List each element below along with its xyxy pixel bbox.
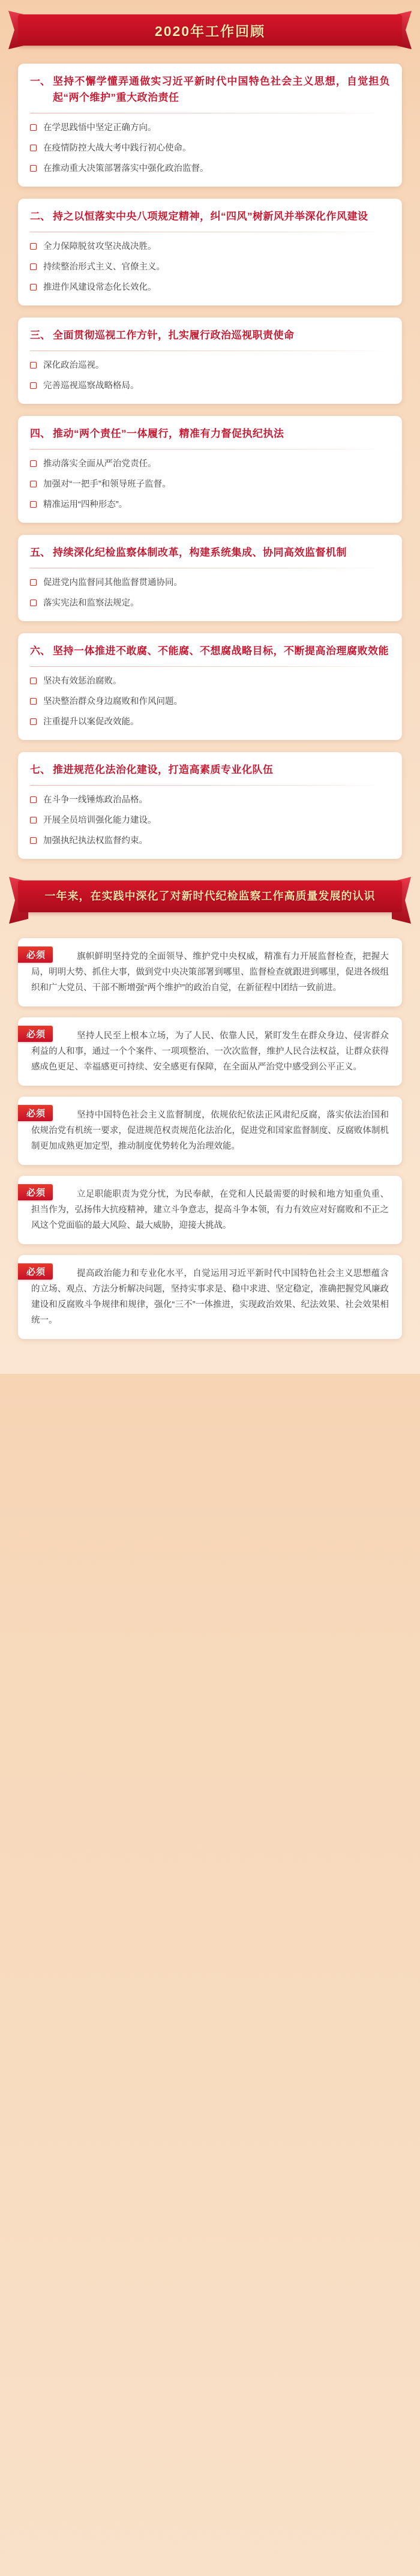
checkbox-square-icon — [30, 263, 37, 270]
section-point-list — [30, 576, 390, 610]
section-point-list — [30, 239, 390, 295]
list-item-label: 推进作风建设常态化长效化。 — [43, 283, 157, 292]
list-item — [30, 358, 390, 373]
must-text: 旗帜鲜明坚持党的全面领导、维护党中央权威，精准有力开展监督检查，把握大局，明明大势、抓住大事，做到党中央决策部署到哪里、监督检查就跟进到哪里，促进各级组织和广大党员、干部不断增强“两个维护”的政治自觉，在新征程中团结一致前进。 — [31, 952, 389, 993]
list-item-label: 深化政治巡视。 — [43, 361, 104, 370]
section-card — [18, 199, 402, 305]
list-item-label: 落实宪法和监察法规定。 — [43, 598, 139, 608]
checkbox-square-icon — [30, 165, 37, 172]
section-card-body — [18, 416, 402, 523]
section-heading — [30, 327, 390, 343]
section-divider — [30, 666, 390, 667]
section-card — [18, 535, 402, 621]
section-card-body — [18, 199, 402, 305]
list-item — [30, 793, 390, 807]
top-banner — [18, 11, 402, 49]
checkbox-square-icon — [30, 124, 37, 131]
list-item-label: 开展全员培训强化能力建设。 — [43, 816, 157, 825]
sections-container — [0, 64, 420, 859]
section-title: 坚持一体推进不敢腐、不能腐、不想腐战略目标，不断提高治理腐败效能 — [53, 645, 389, 657]
mid-banner — [18, 877, 402, 924]
checkbox-square-icon — [30, 284, 37, 290]
list-item — [30, 498, 390, 512]
section-point-list — [30, 457, 390, 512]
section-title: 全面贯彻巡视工作方针，扎实履行政治巡视职责使命 — [53, 330, 295, 341]
checkbox-square-icon — [30, 579, 37, 586]
section-card-body — [18, 633, 402, 740]
checkbox-square-icon — [30, 243, 37, 250]
section-heading — [30, 73, 390, 106]
list-item — [30, 280, 390, 295]
section-point-list — [30, 358, 390, 393]
list-item — [30, 239, 390, 254]
must-badge: 必须 — [18, 946, 53, 963]
must-card — [18, 938, 402, 1007]
section-card-body — [18, 752, 402, 859]
checkbox-square-icon — [30, 501, 37, 508]
list-item-label: 推动落实全面从严治党责任。 — [43, 459, 157, 469]
checkbox-square-icon — [30, 460, 37, 467]
section-number: 二、 — [30, 211, 50, 222]
checkbox-square-icon — [30, 796, 37, 803]
section-point-list — [30, 674, 390, 729]
section-point-list — [30, 121, 390, 176]
section-number: 五、 — [30, 547, 50, 558]
section-card-body — [18, 64, 402, 187]
checkbox-square-icon — [30, 698, 37, 705]
page-title: 2020年工作回顾 — [154, 23, 266, 39]
list-item — [30, 834, 390, 848]
musts-container — [0, 938, 420, 1339]
checkbox-square-icon — [30, 837, 37, 844]
list-item — [30, 457, 390, 471]
section-title: 坚持不懈学懂弄通做实习近平新时代中国特色社会主义思想，自觉担负起“两个维护”重大政治责任 — [53, 76, 390, 103]
mid-banner-title: 一年来，在实践中深化了对新时代纪检监察工作高质量发展的认识 — [44, 890, 376, 902]
must-text: 坚持人民至上根本立场，为了人民、依靠人民，紧盯发生在群众身边、侵害群众利益的人和事，通过一个个案件、一项项整治、一次次监督，维护人民合法权益，让群众获得感成色更足、幸福感更可持续、安全感更有保障，在全面从严治党中感受到公平正义。 — [31, 1031, 389, 1072]
section-card — [18, 416, 402, 523]
section-divider — [30, 449, 390, 450]
list-item — [30, 674, 390, 688]
must-text: 坚持中国特色社会主义监督制度，依规依纪依法正风肃纪反腐，落实依法治国和依规治党有机统一要求，促进规范权责规范化法治化，促进党和国家监督制度、反腐败体制机制更加成熟更加定型，推动制度优势转化为治理效能。 — [31, 1110, 389, 1151]
must-card — [18, 1017, 402, 1086]
list-item — [30, 477, 390, 492]
list-item-label: 加强执纪执法权监督约束。 — [43, 836, 148, 846]
list-item — [30, 694, 390, 709]
list-item — [30, 813, 390, 828]
list-item-label: 完善巡视巡察战略格局。 — [43, 381, 139, 391]
list-item — [30, 379, 390, 393]
section-card — [18, 64, 402, 187]
list-item — [30, 161, 390, 176]
section-title: 持之以恒落实中央八项规定精神，纠“四风”树新风并举深化作风建设 — [53, 211, 368, 222]
section-title: 持续深化纪检监察体制改革，构建系统集成、协同高效监督机制 — [53, 547, 347, 558]
list-item-label: 注重提升以案促改效能。 — [43, 717, 139, 727]
checkbox-square-icon — [30, 481, 37, 487]
must-text: 立足职能职责为党分忧，为民奉献，在党和人民最需要的时候和地方知重负重、担当作为，弘扬伟大抗疫精神，建立斗争意志，提高斗争本领，有力有效应对好腐败和不正之风这个党面临的最大风险、最大威胁，迎接大挑战。 — [31, 1190, 389, 1230]
section-card — [18, 752, 402, 859]
list-item — [30, 121, 390, 135]
section-number: 四、 — [30, 428, 50, 439]
must-card — [18, 1097, 402, 1165]
list-item-label: 促进党内监督同其他监督贯通协同。 — [43, 578, 182, 588]
section-heading — [30, 426, 390, 442]
top-banner-plate — [18, 14, 402, 46]
list-item — [30, 141, 390, 155]
section-number: 一、 — [30, 76, 50, 87]
section-heading — [30, 208, 390, 224]
list-item — [30, 576, 390, 590]
section-card-body — [18, 535, 402, 621]
section-number: 六、 — [30, 645, 50, 657]
checkbox-square-icon — [30, 718, 37, 725]
list-item-label: 在斗争一线锤炼政治品格。 — [43, 795, 148, 805]
list-item-label: 持续整治形式主义、官僚主义。 — [43, 262, 165, 272]
list-item-label: 在疫情防控大战大考中践行初心使命。 — [43, 143, 191, 153]
checkbox-square-icon — [30, 145, 37, 151]
list-item-label: 坚决有效惩治腐败。 — [43, 676, 122, 686]
must-card — [18, 1176, 402, 1244]
checkbox-square-icon — [30, 362, 37, 369]
list-item-label: 坚决整治群众身边腐败和作风问题。 — [43, 697, 182, 706]
checkbox-square-icon — [30, 382, 37, 389]
must-badge: 必须 — [18, 1184, 53, 1200]
must-card — [18, 1255, 402, 1339]
list-item-label: 在推动重大决策部署落实中强化政治监督。 — [43, 164, 209, 173]
checkbox-square-icon — [30, 600, 37, 606]
list-item — [30, 596, 390, 610]
list-item-label: 精准运用“四种形态”。 — [43, 500, 128, 510]
list-item — [30, 260, 390, 274]
checkbox-square-icon — [30, 678, 37, 684]
section-title: 推进规范化法治化建设，打造高素质专业化队伍 — [53, 764, 274, 775]
must-text: 提高政治能力和专业化水平，自觉运用习近平新时代中国特色社会主义思想蕴含的立场、观点、方法分析解决问题，坚持实事求是、稳中求进、坚定稳定，准确把握党风廉政建设和反腐败斗争规律和规律，强化“三不”一体推进，实现政治效果、纪法效果、社会效果相统一。 — [31, 1269, 389, 1325]
checkbox-square-icon — [30, 817, 37, 823]
list-item — [30, 715, 390, 729]
section-card — [18, 317, 402, 404]
section-card-body — [18, 317, 402, 404]
must-badge: 必须 — [18, 1263, 53, 1280]
mid-banner-plate — [18, 880, 402, 912]
section-point-list — [30, 793, 390, 848]
must-badge: 必须 — [18, 1105, 53, 1121]
section-card — [18, 633, 402, 740]
section-heading — [30, 643, 390, 659]
must-badge: 必须 — [18, 1026, 53, 1042]
section-number: 三、 — [30, 330, 50, 341]
list-item-label: 加强对“一把手”和领导班子监督。 — [43, 480, 171, 489]
section-heading — [30, 544, 390, 561]
section-heading — [30, 762, 390, 778]
list-item-label: 全力保障脱贫攻坚决战决胜。 — [43, 242, 157, 251]
section-number: 七、 — [30, 764, 50, 775]
section-divider — [30, 785, 390, 786]
list-item-label: 在学思践悟中坚定正确方向。 — [43, 123, 157, 133]
section-title: 推动“两个责任”一体履行，精准有力督促执纪执法 — [53, 428, 284, 439]
